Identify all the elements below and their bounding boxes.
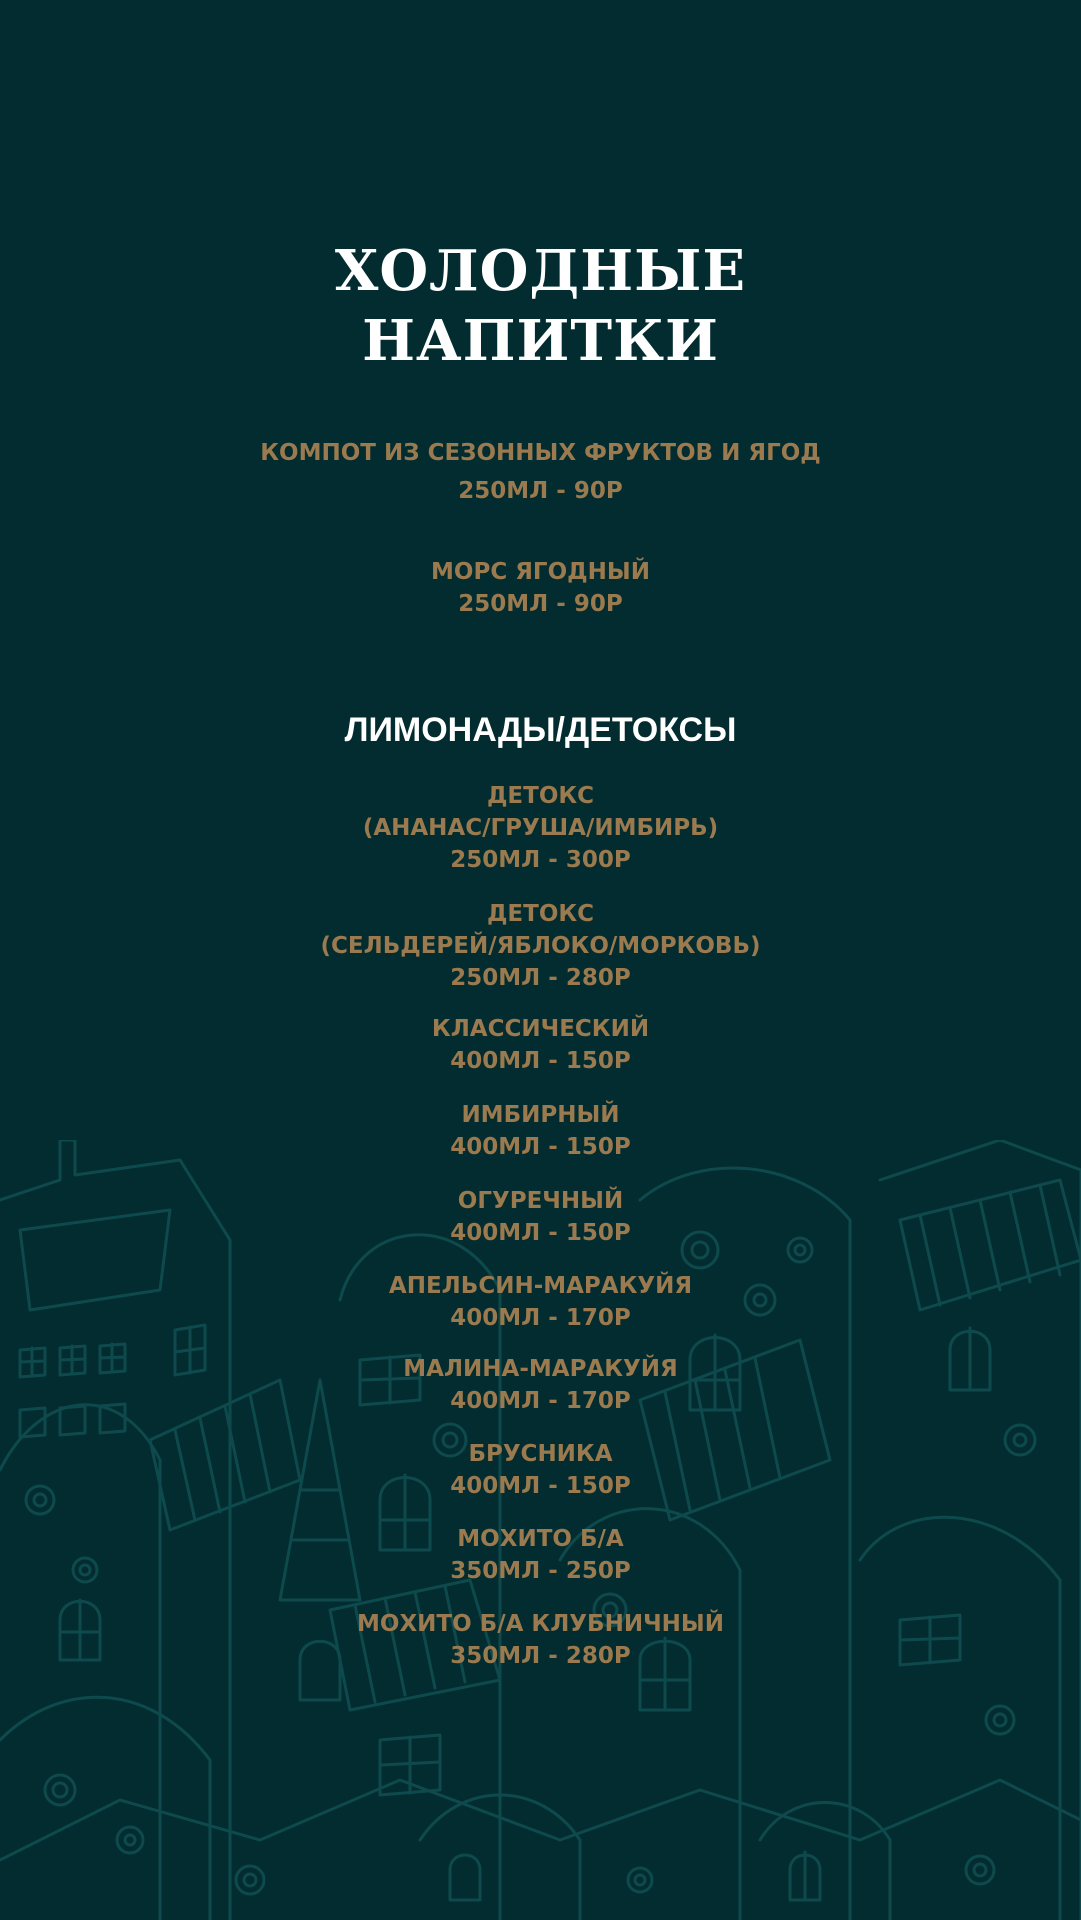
- item-name: МОРС ЯГОДНЫЙ: [431, 559, 650, 585]
- item-price: 400МЛ - 150Р: [450, 1048, 631, 1074]
- item-price: 350МЛ - 250Р: [450, 1558, 631, 1584]
- item-detail: (СЕЛЬДЕРЕЙ/ЯБЛОКО/МОРКОВЬ): [320, 933, 761, 959]
- item-name: ДЕТОКС: [486, 783, 595, 809]
- menu-item: [0, 1608, 1081, 1672]
- item-name: МОХИТО Б/А: [457, 1526, 624, 1552]
- item-name: ИМБИРНЫЙ: [461, 1102, 620, 1128]
- menu-item: [0, 1353, 1081, 1417]
- menu-item: [0, 1270, 1081, 1334]
- item-name: МОХИТО Б/А КЛУБНИЧНЫЙ: [357, 1611, 724, 1637]
- item-detail: (АНАНАС/ГРУША/ИМБИРЬ): [362, 815, 719, 841]
- page-title: [0, 236, 1081, 376]
- item-name: КОМПОТ ИЗ СЕЗОННЫХ ФРУКТОВ И ЯГОД: [260, 440, 821, 466]
- menu-item: [0, 437, 1081, 507]
- item-price: 400МЛ - 170Р: [450, 1388, 631, 1414]
- item-name: БРУСНИКА: [468, 1441, 613, 1467]
- item-price: 250МЛ - 90Р: [458, 478, 623, 504]
- item-name: КЛАССИЧЕСКИЙ: [431, 1016, 650, 1042]
- title-line-1: ХОЛОДНЫЕ: [334, 238, 747, 304]
- item-price: 400МЛ - 150Р: [450, 1473, 631, 1499]
- item-price: 250МЛ - 90Р: [458, 591, 623, 617]
- item-name: ОГУРЕЧНЫЙ: [457, 1188, 624, 1214]
- menu-item: [0, 556, 1081, 620]
- item-price: 400МЛ - 150Р: [450, 1134, 631, 1160]
- menu-item: [0, 898, 1081, 994]
- item-price: 400МЛ - 170Р: [450, 1305, 631, 1331]
- item-price: 250МЛ - 280Р: [450, 965, 631, 991]
- section-heading-lemonades: ЛИМОНАДЫ/ДЕТОКСЫ: [344, 711, 737, 749]
- item-price: 250МЛ - 300Р: [450, 847, 631, 873]
- menu-item: [0, 780, 1081, 876]
- menu-item: [0, 1185, 1081, 1249]
- item-name: ДЕТОКС: [486, 901, 595, 927]
- menu-item: [0, 1438, 1081, 1502]
- item-name: МАЛИНА-МАРАКУЙЯ: [403, 1356, 678, 1382]
- item-price: 350МЛ - 280Р: [450, 1643, 631, 1669]
- item-name: АПЕЛЬСИН-МАРАКУЙЯ: [388, 1273, 693, 1299]
- menu-item: [0, 1099, 1081, 1163]
- item-price: 400МЛ - 150Р: [450, 1220, 631, 1246]
- menu-item: [0, 1013, 1081, 1077]
- menu-item: [0, 1523, 1081, 1587]
- title-line-2: НАПИТКИ: [362, 308, 719, 374]
